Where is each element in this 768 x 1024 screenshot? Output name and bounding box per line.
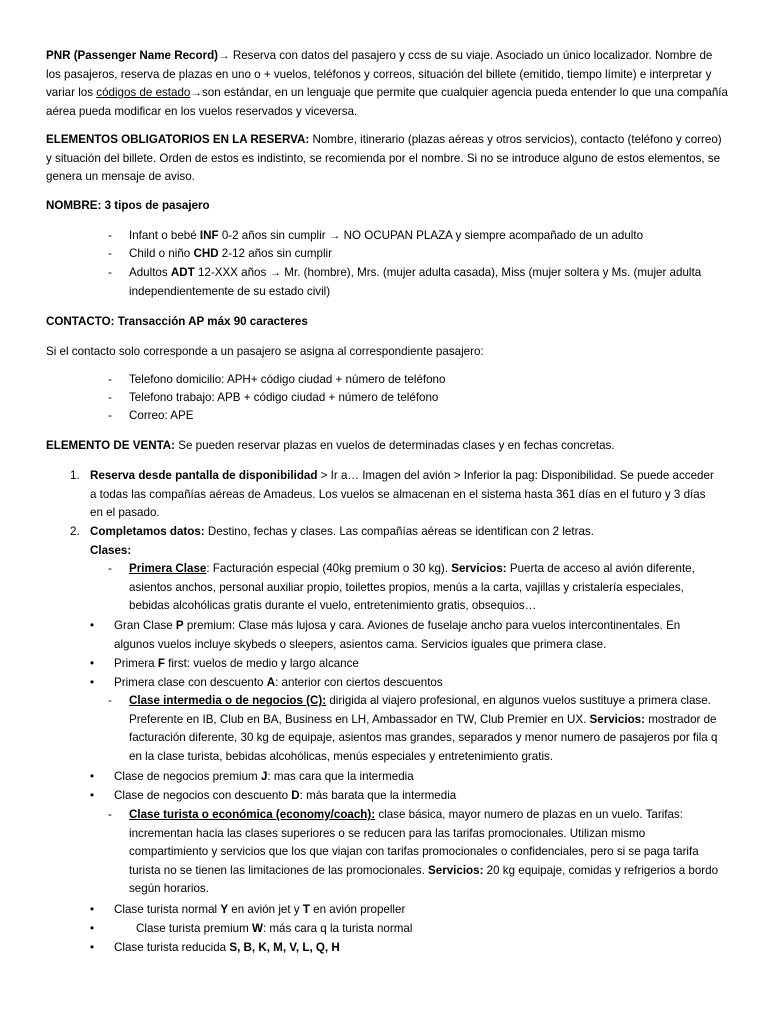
list-item-child: Child o niño CHD 2-12 años sin cumplir: [129, 247, 332, 260]
list-item-infant: Infant o bebé INF 0-2 años sin cumplir → NO OCUPAN PLAZA y siempre acompañado de un adulto: [129, 229, 644, 242]
mandatory-text: Nombre, itinerario (plazas aéreas y otros servicios), contacto (teléfono y correo) y situación del billete. Orden de estos es indistinto, se recomienda por el nombre. Si no se introduce alguno de estos elementos, se genera un mensaje de aviso.: [46, 133, 722, 183]
classes-label: Clases:: [90, 544, 132, 557]
list-item-home-phone: Telefono domicilio: APH+ código ciudad + número de teléfono: [129, 373, 446, 386]
bullet-marker: •: [90, 657, 95, 670]
dash-marker: -: [108, 247, 112, 260]
class-economy-normal: Clase turista normal Y en avión jet y T en avión propeller: [114, 903, 406, 916]
class-economy-reduced: Clase turista reducida S, B, K, M, V, L, Q, H: [114, 941, 340, 954]
mandatory-heading: ELEMENTOS OBLIGATORIOS EN LA RESERVA:: [46, 133, 310, 146]
bullet-marker: •: [90, 903, 95, 916]
class-business-premium-j: Clase de negocios premium J: mas cara que la intermedia: [114, 770, 414, 783]
class-first-discount-a: Primera clase con descuento A: anterior con ciertos descuentos: [114, 676, 443, 689]
bullet-marker: •: [90, 789, 95, 802]
class-first-f: Primera F first: vuelos de medio y largo alcance: [114, 657, 359, 670]
arrow-glyph: →: [218, 49, 230, 62]
bullet-marker: •: [90, 922, 95, 935]
pnr-text-end: →son estándar, en un lenguaje que permite que cualquier agencia pueda entender lo que una compañía aérea pueda modificar en los vuelos reservados y viceversa.: [46, 86, 728, 118]
sale-element-paragraph: ELEMENTO DE VENTA: Se pueden reservar plazas en vuelos de determinadas clases y en fechas concretas.: [46, 439, 615, 452]
class-business-discount-d: Clase de negocios con descuento D: más barata que la intermedia: [114, 789, 457, 802]
dash-marker: -: [108, 694, 112, 707]
pnr-paragraph: [46, 47, 728, 121]
class-economy-premium: Clase turista premium W: más cara q la turista normal: [136, 922, 413, 935]
bullet-marker: •: [90, 770, 95, 783]
list-item-email: Correo: APE: [129, 409, 194, 422]
dash-marker: -: [108, 808, 112, 821]
name-heading: NOMBRE: 3 tipos de pasajero: [46, 199, 210, 212]
dash-marker: -: [108, 409, 112, 422]
bullet-marker: •: [90, 676, 95, 689]
numbered-item-data: Completamos datos: Destino, fechas y clases. Las compañías aéreas se identifican con 2 letras.: [90, 525, 594, 538]
dash-marker: -: [108, 373, 112, 386]
dash-marker: -: [108, 229, 112, 242]
sale-heading: ELEMENTO DE VENTA:: [46, 439, 176, 452]
contact-intro: Si el contacto solo corresponde a un pasajero se asigna al correspondiente pasajero:: [46, 345, 484, 358]
class-first: Primera Clase: Facturación especial (40kg premium o 30 kg). Servicios: Puerta de acceso al avión diferente, asientos anchos, personal auxiliar propio, toilettes propios, menús a la carta, vajillas y cristalería especiales, bebidas alcohólicas gratis durante el vuelo, entretenimiento gratis, obsequios…: [129, 562, 695, 612]
class-economy: Clase turista o económica (economy/coach): clase básica, mayor numero de plazas en un vuelo. Tarifas: incrementan hacia las clases superiores o se reducen para las tarifas promocionales. Utilizan mismo compartimiento y servicios que los que viajan con tarifas promocionales o confidenciales, pero si se paga tarifa turista no se tienen las limitaciones de las promocionales. Servicios: 20 kg equipaje, comidas y refrigerios a bordo según horarios.: [129, 808, 719, 895]
bullet-marker: •: [90, 941, 95, 954]
dash-marker: -: [108, 562, 112, 575]
pnr-heading: PNR (Passenger Name Record): [46, 49, 219, 62]
numbered-item-availability: Reserva desde pantalla de disponibilidad > Ir a… Imagen del avión > Inferior la pag: Disponibilidad. Se puede acceder a todas las compañías aéreas de Amadeus. Los vuelos se almacenan en el sistema hasta 361 días en el futuro y 3 días en el pasado.: [90, 469, 714, 519]
status-codes-term: códigos de estado: [96, 86, 191, 99]
list-item-adult: Adultos ADT 12-XXX años → Mr. (hombre), Mrs. (mujer adulta casada), Miss (mujer soltera y Ms. (mujer adulta independientemente de su estado civil): [129, 266, 702, 298]
pnr-text: Reserva con datos del pasajero y ccss de su viaje. Asociado un único localizador. Nombre de los pasajeros, reserva de plazas en uno o + vuelos, teléfonos y correos, situación del billete (emitido, tiempo límite) e interpretar y variar los: [46, 49, 713, 99]
dash-marker: -: [108, 391, 112, 404]
list-item-work-phone: Telefono trabajo: APB + código ciudad + número de teléfono: [129, 391, 439, 404]
class-grand-p: Gran Clase P premium: Clase más lujosa y cara. Aviones de fuselaje ancho para vuelos intercontinentales. En algunos vuelos incluye skybeds o sleepers, asientos cama. Servicios iguales que primera clase.: [114, 619, 681, 651]
contact-heading: CONTACTO: Transacción AP máx 90 caracteres: [46, 315, 308, 328]
bullet-marker: •: [90, 619, 95, 632]
number-marker: 1.: [70, 469, 80, 482]
mandatory-elements-paragraph: [46, 131, 728, 187]
class-business-c: Clase intermedia o de negocios (C): dirigida al viajero profesional, en algunos vuelos sustituye a primera clase. Preferente en IB, Club en BA, Business en LH, Ambassador en TW, Club Premier en UX. Servicios: mostrador de facturación diferente, 30 kg de equipaje, asientos mas grandes, separados y menor numero de pasajeros por fila q en la clase turista, bebidas alcohólicas, menús especiales y entretenimiento gratis.: [129, 694, 718, 763]
number-marker: 2.: [70, 525, 80, 538]
dash-marker: -: [108, 266, 112, 279]
